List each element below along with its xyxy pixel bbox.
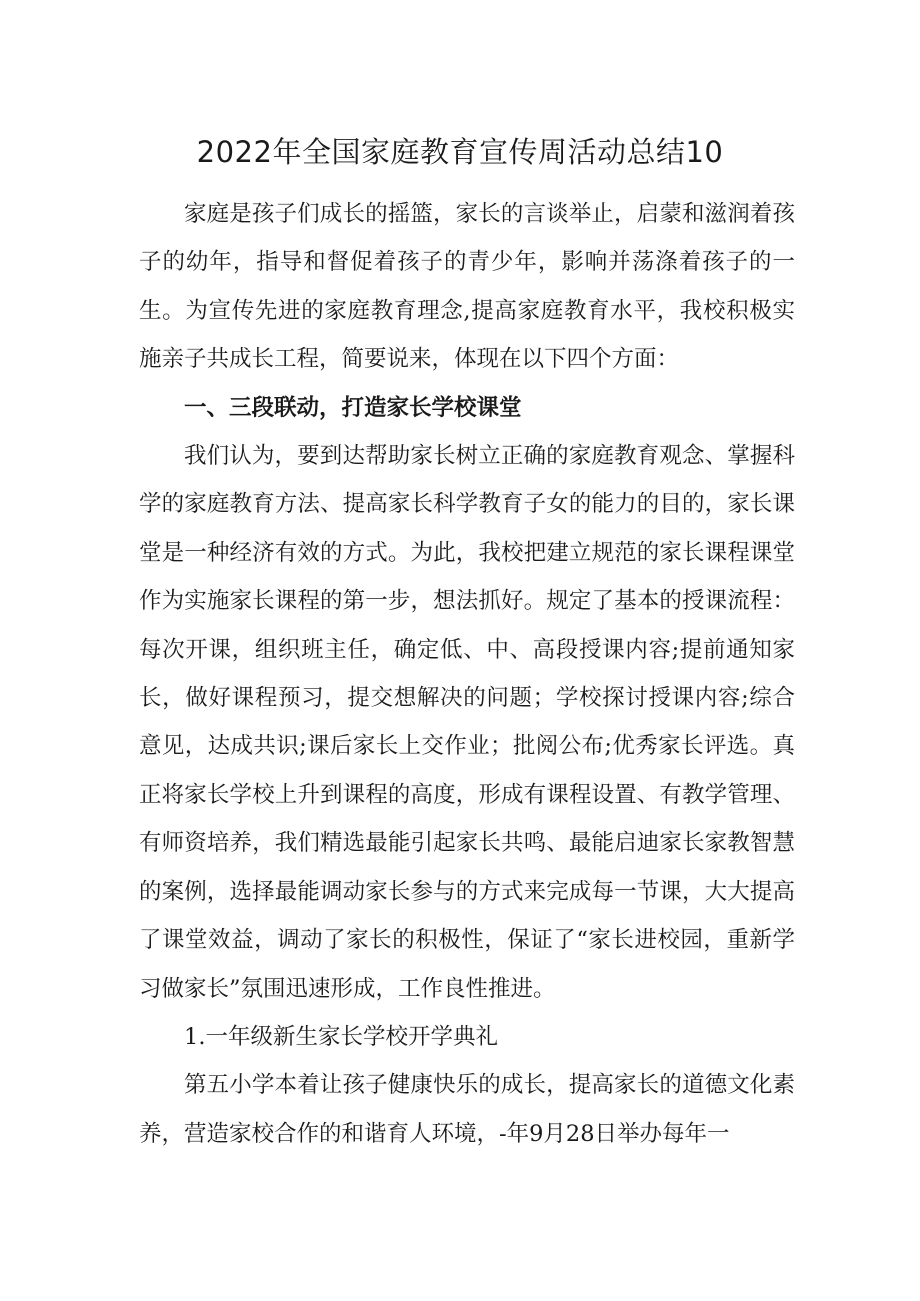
intro-paragraph: 家庭是孩子们成长的摇篮，家长的言谈举止，启蒙和滋润着孩子的幼年，指导和督促着孩子的青少年，影响并荡涤着孩子的一生。为宣传先进的家庭教育理念,提高家庭教育水平，我校积极实施亲子共成长工程，简要说来，体现在以下四个方面： (139, 201, 795, 373)
section-1-paragraph: 我们认为，要到达帮助家长树立正确的家庭教育观念、掌握科学的家庭教育方法、提高家长科学教育子女的能力的目的，家长课堂是一种经济有效的方式。为此，我校把建立规范的家长课程课堂作为实施家长课程的第一步，想法抓好。规定了基本的授课流程：每次开课，组织班主任，确定低、中、高段授课内容;提前通知家长，做好课程预习，提交想解决的问题；学校探讨授课内容;综合意见，达成共识;课后家长上交作业；批阅公布;优秀家长评选。真正将家长学校上升到课程的高度，形成有课程设置、有教学管理、有师资培养，我们精选最能引起家长共鸣、最能启迪家长家教智慧的案例，选择最能调动家长参与的方式来完成每一节课，大大提高了课堂效益，调动了家长的积极性，保证了“家长进校园，重新学习做家长”氛围迅速形成，工作良性推进。 (139, 443, 795, 1002)
document-body (139, 190, 795, 1158)
document-title: 2022年全国家庭教育宣传周活动总结10 (196, 135, 724, 169)
subsection-heading-1: 1.一年级新生家长学校开学典礼 (184, 1023, 498, 1050)
subsection-1-paragraph: 第五小学本着让孩子健康快乐的成长，提高家长的道德文化素养，营造家校合作的和谐育人环境，-年9月28日举办每年一 (139, 1072, 795, 1147)
section-heading-1: 一、三段联动，打造家长学校课堂 (184, 394, 522, 421)
